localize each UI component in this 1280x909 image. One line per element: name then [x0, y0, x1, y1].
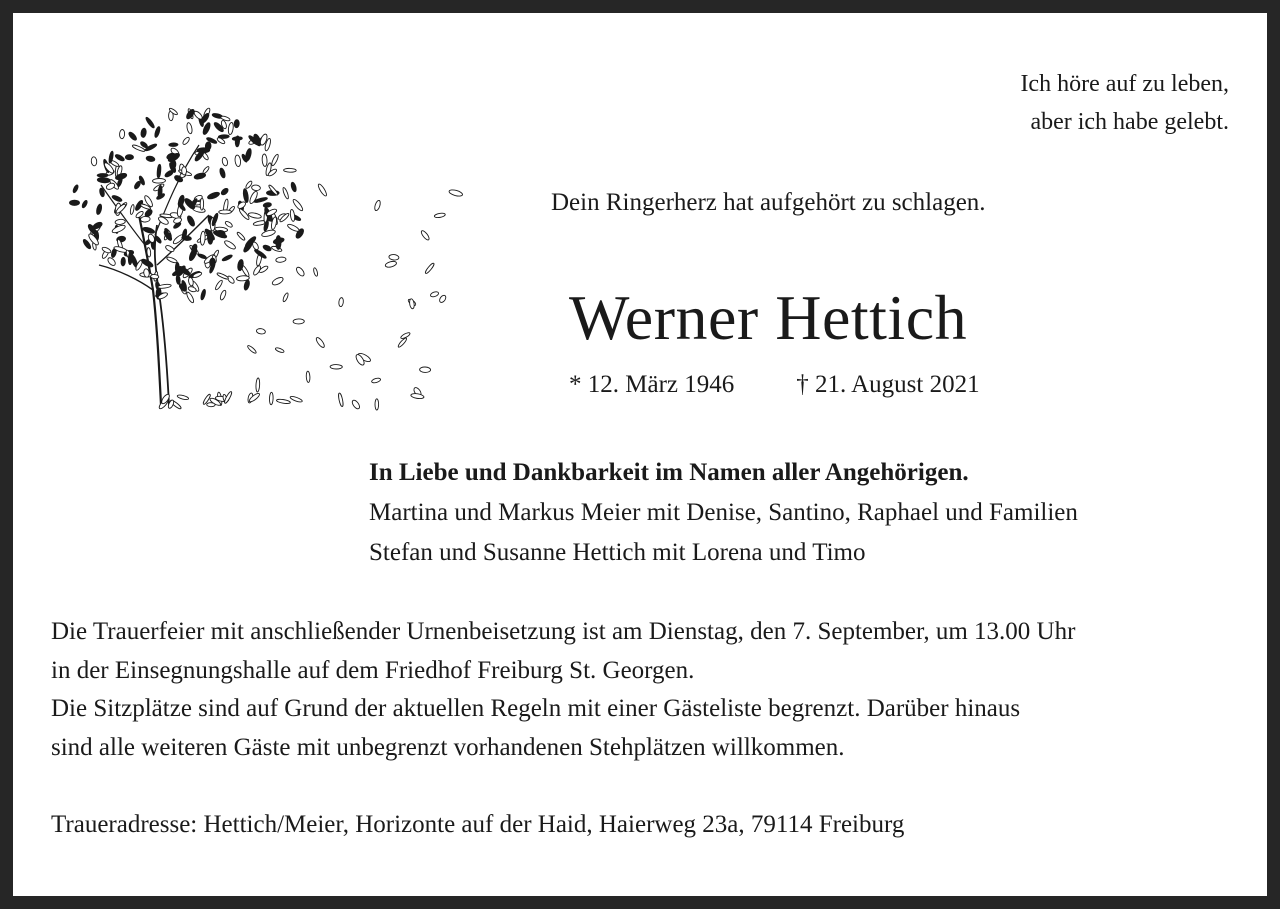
leaf-shape	[121, 257, 126, 266]
leaf-shape	[223, 239, 236, 250]
leaf-shape	[97, 174, 108, 178]
family-lead: In Liebe und Dankbarkeit im Namen aller Angehörigen.	[369, 459, 969, 486]
leaf-shape	[315, 336, 326, 348]
leaf-shape	[293, 319, 304, 324]
leaf-shape	[200, 289, 206, 300]
leaf-shape	[101, 246, 111, 254]
leaf-shape	[115, 219, 126, 225]
leaf-shape	[351, 399, 361, 410]
leaf-shape	[111, 224, 126, 234]
obituary-notice	[13, 13, 1267, 896]
leaf-shape	[70, 200, 80, 205]
leaf-shape	[234, 155, 241, 167]
leaf-shape	[420, 367, 431, 373]
leaf-shape	[200, 198, 204, 210]
leaf-shape	[157, 164, 162, 178]
leaf-shape	[186, 291, 195, 303]
leaf-shape	[243, 280, 250, 291]
leaf-shape	[290, 395, 303, 403]
leaf-shape	[202, 166, 210, 174]
leaf-shape	[338, 393, 344, 407]
leaf-shape	[338, 297, 343, 306]
death-date: † 21. August 2021	[796, 371, 980, 398]
leaf-shape	[166, 256, 178, 264]
leaf-shape	[152, 178, 165, 183]
leaf-shape	[228, 122, 234, 135]
leaf-shape	[177, 394, 189, 400]
leaf-shape	[282, 187, 289, 199]
heart-line: Dein Ringerherz hat aufgehört zu schlagen.	[551, 189, 986, 216]
leaf-shape	[236, 231, 246, 241]
leaf-shape	[140, 128, 146, 138]
leaf-shape	[92, 221, 103, 230]
leaf-shape	[234, 120, 240, 128]
leaf-shape	[430, 291, 439, 298]
ceremony-line-4: sind alle weiteren Gäste mit unbegrenzt vorhandenen Stehplätzen willkommen.	[51, 733, 845, 761]
leaf-shape	[276, 399, 290, 405]
ceremony-line-1: Die Trauerfeier mit anschließender Urnenbeisetzung ist am Dienstag, den 7. September, um 13.00 Uhr	[51, 618, 1076, 645]
leaf-shape	[290, 182, 297, 193]
leaf-shape	[434, 212, 446, 218]
life-dates	[569, 371, 980, 399]
leaf-shape	[411, 393, 425, 400]
leaf-shape	[146, 156, 156, 163]
leaf-shape	[271, 154, 280, 167]
leaf-shape	[147, 247, 151, 257]
leaf-shape	[271, 276, 284, 286]
leaf-shape	[438, 294, 447, 303]
windblown-tree-illustration	[49, 65, 469, 415]
leaf-shape	[424, 262, 435, 274]
mourning-address: Traueradresse: Hettich/Meier, Horizonte auf der Haid, Haierweg 23a, 79114 Freiburg	[51, 811, 905, 838]
leaf-shape	[385, 260, 397, 268]
leaf-shape	[182, 136, 191, 145]
leaf-shape	[210, 258, 216, 267]
leaf-shape	[235, 136, 240, 147]
leaf-shape	[222, 254, 233, 262]
leaf-shape	[374, 200, 382, 212]
leaf-shape	[247, 345, 257, 355]
leaf-shape	[106, 256, 116, 266]
leaf-shape	[91, 157, 97, 166]
leaf-shape	[220, 187, 229, 196]
leaf-shape	[409, 299, 415, 310]
leaf-shape	[216, 272, 229, 280]
leaf-shape	[154, 126, 161, 138]
motto-line-1: Ich höre auf zu leben,	[1020, 71, 1229, 97]
leaf-shape	[295, 266, 306, 277]
leaf-shape	[290, 209, 296, 221]
leaf-shape	[96, 204, 103, 215]
leaf-shape	[97, 177, 110, 183]
leaf-shape	[105, 182, 115, 191]
motto-line-2: aber ich habe gelebt.	[1030, 109, 1229, 135]
leaf-shape	[262, 244, 272, 252]
ceremony-line-2: in der Einsegnungshalle auf dem Friedhof Freiburg St. Georgen.	[51, 656, 695, 684]
leaf-shape	[128, 252, 132, 265]
leaf-shape	[269, 392, 273, 405]
leaf-shape	[287, 223, 300, 233]
family-line-1: Martina und Markus Meier mit Denise, Santino, Raphael und Familien	[369, 499, 1078, 526]
leaf-shape	[119, 129, 125, 139]
leaf-shape	[150, 274, 159, 279]
leaf-shape	[165, 244, 175, 252]
leaf-shape	[224, 220, 233, 228]
leaf-shape	[448, 189, 463, 198]
leaf-shape	[219, 210, 232, 214]
leaf-shape	[140, 216, 150, 222]
leaf-shape	[371, 377, 381, 383]
leaf-shape	[243, 188, 250, 203]
leaf-shape	[261, 229, 276, 238]
leaf-shape	[197, 253, 207, 259]
leaf-shape	[306, 371, 310, 382]
leaf-shape	[200, 231, 206, 245]
leaf-shape	[128, 131, 138, 141]
leaf-shape	[133, 180, 141, 189]
motto-quote	[1020, 65, 1229, 141]
ceremony-details	[51, 613, 1075, 767]
leaf-shape	[284, 168, 297, 172]
leaf-shape	[317, 183, 328, 197]
leaf-shape	[221, 157, 228, 167]
leaf-shape	[276, 257, 287, 263]
leaf-shape	[114, 153, 125, 162]
leaf-shape	[226, 275, 235, 284]
leaf-shape	[169, 143, 178, 147]
leaf-shape	[81, 200, 88, 209]
ceremony-line-3: Die Sitzplätze sind auf Grund der aktuellen Regeln mit einer Gästeliste begrenzt. Darüber hinaus	[51, 695, 1021, 722]
leaf-shape	[207, 403, 216, 407]
leaf-shape	[214, 279, 223, 290]
leaf-shape	[175, 262, 179, 273]
leaf-shape	[219, 290, 227, 301]
leaf-shape	[188, 277, 194, 286]
leaf-shape	[176, 275, 181, 285]
family-signature	[369, 453, 1078, 573]
leaf-shape	[192, 271, 202, 278]
leaf-shape	[292, 198, 304, 212]
leaf-shape	[262, 154, 268, 167]
birth-date: * 12. März 1946	[569, 371, 735, 398]
leaf-shape	[72, 184, 79, 193]
leaf-shape	[375, 399, 379, 410]
leaf-shape	[219, 168, 226, 179]
leaf-shape	[273, 237, 285, 245]
leaf-shape	[142, 226, 155, 234]
leaf-shape	[313, 267, 318, 276]
leaf-shape	[186, 122, 193, 134]
leaf-shape	[125, 155, 133, 160]
leaf-shape	[251, 185, 260, 191]
leaf-shape	[282, 292, 289, 302]
leaf-shape	[256, 378, 260, 392]
leaf-shape	[389, 254, 399, 260]
leaf-shape	[145, 116, 156, 128]
deceased-name: Werner Hettich	[569, 282, 968, 353]
leaf-shape	[207, 191, 221, 200]
leaf-shape	[182, 167, 187, 175]
leaf-shape	[263, 202, 272, 208]
family-line-2: Stefan und Susanne Hettich mit Lorena und Timo	[369, 539, 866, 566]
leaf-shape	[248, 212, 262, 219]
leaf-shape	[420, 230, 430, 242]
leaf-shape	[130, 204, 135, 214]
leaf-shape	[256, 328, 266, 335]
leaf-shape	[275, 347, 285, 354]
leaf-shape	[186, 215, 196, 227]
leaf-shape	[330, 364, 342, 369]
